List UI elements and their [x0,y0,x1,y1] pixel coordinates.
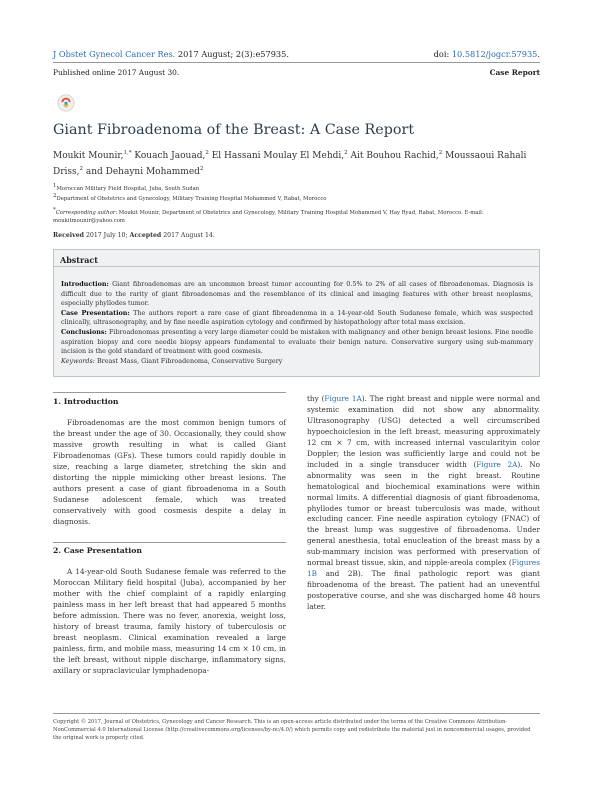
doi [434,49,540,59]
figure-2a-link[interactable]: Figure 2A [476,459,518,469]
case-presentation-text: A 14-year-old South Sudanese female was referred to the Moroccan Military field hospital (Juba), accompanied by her mother with the chief complaint of a rapidly enlarging painless mass in her left breast that had appeared 5 months before admission. There was no fever, anorexia, weight loss, history of breast trauma, family history of tuberculosis or breast neoplasm. Clinical examination revealed a large painless, firm, and mobile mass, measuring 14 cm × 10 cm, in the left breast, without nipple discharge, inflammatory signs, axillary or supraclavicular lymphadenopa- [53,567,286,675]
abstract-conclusions: Conclusions: Fibroadenomas presenting a very large diameter could be mistaken with malignancy and other benign breast lesions. Fine needle aspiration biopsy and core needle biopsy appears fundamental to evaluate their benign nature. Conservative surgery using sub-mammary incision is the gold standard of treatment with good cosmesis. [61,327,533,356]
abstract-divider [53,266,540,267]
section-divider [53,392,286,393]
case-presentation-heading: 2. Case Presentation [53,546,142,555]
crossmark-logo-icon[interactable] [57,94,75,112]
doi-link[interactable]: 10.5812/jogcr.57935 [451,49,538,59]
author-affiliation-marker: 2 [199,166,204,172]
author-name: Ait Bouhou Rachid, [347,151,439,161]
header-divider [53,62,540,63]
author-name: and Dehayni Mohammed [83,167,200,177]
introduction-heading: 1. Introduction [53,397,119,406]
doi-label: doi: [433,49,452,59]
journal-citation [53,49,289,59]
article-title: Giant Fibroadenoma of the Breast: A Case Report [53,122,415,138]
published-date: Published online 2017 August 30. [53,68,180,77]
copyright-notice: Copyright © 2017, Journal of Obstetrics, Gynecology and Cancer Research. This is an open-access article distributed under the terms of the Creative Commons Attribution-NonCommercial 4.0 International License (http://creativecommons.org/licenses/by-nc/4.0/) which permits copy and redistribute the material just in noncommercial usages, provided the original work is properly cited. [53,719,531,741]
figure-1a-link[interactable]: Figure 1A [324,394,362,403]
abstract-body [61,280,533,357]
author-name: Kouach Jaouad, [131,151,206,161]
author-affiliation-marker: 2 [438,150,443,156]
author-list [53,148,540,180]
author-affiliation-marker: 1,* [123,150,132,156]
section-divider [53,542,286,543]
footer-divider [53,713,540,714]
citation-text: 2017 August; 2(3):e57935. [175,49,289,59]
affiliation-2: $^2$Department of Obstetrics and Gynecology, Military Training Hospital Mohammed V, Rabat, Morocco [53,193,327,202]
content-type-label: Case Report [489,68,540,77]
article-dates: Received 2017 July 10; Accepted 2017 August 14. [53,232,215,239]
journal-name-link[interactable]: J Obstet Gynecol Cancer Res. [53,49,176,59]
figure-1b-link[interactable]: Figures 1B [307,558,540,579]
affiliation-1: $^1$Moroccan Military Field Hospital, Juba, South Sudan [53,183,200,192]
author-name: Moukit Mounir, [53,151,124,161]
keywords: Keywords: Breast Mass, Giant Fibroadenoma, Conservative Surgery [61,357,283,365]
abstract-introduction: Introduction: Giant fibroadenomas are an uncommon breast tumor accounting for 0.5% to 2% of all cases of fibroadenomas. Diagnosis is difficult due to the rarity of giant fibroadenomas and the resemblance of its clinical and imaging features with other breast neoplasms, especially phyllodes tumor. [61,280,533,308]
author-affiliation-marker: 2 [79,166,83,172]
abstract-case-presentation: Case Presentation: The authors report a rare case of giant fibroadenoma in a 14-year-old South Sudanese female, which was suspected clinically, ultrasonography, and by fine needle aspiration cytology and confirmed by histopathology after total mass excision. [61,308,534,327]
author-affiliation-marker: 2 [344,150,348,156]
introduction-text: Fibroadenomas are the most common benign tumors of the breast under the age of 30. Occasionally, they could show massive growth resulting in what is called Giant Fibroadenomas (GFs). These tumors could rapidly double in size, reaching a large diameter, stretching the skin and distorting the nipple mimicking other breast lesions. The authors present a case of giant fibroadenoma in a South Sudanese adolescent female, which was treated conservatively with good cosmesis despite a delay in diagnosis. [53,418,286,526]
author-affiliation-marker: 2 [205,150,209,156]
abstract-heading: Abstract [60,255,98,265]
corresponding-author: *Corresponding author: Moukit Mounir, Department of Obstetrics and Gynecology, Military Training Hospital Mohammed V, Hay Ryad, Rabat, Morocco. E-mail: moukitmounir@yahoo.com [53,207,484,224]
doi-suffix: . [537,49,540,59]
author-name: El Hassani Moulay El Mehdi, [208,151,345,161]
case-presentation-continued: thy (Figure 1A). The right breast and nipple were normal and systemic examination did not show any abnormality. Ultrasonography (USG) detected a well circumscribed hypoechoiclesion in the left breast, measuring approximately 12 cm × 7 cm, with increased internal vascularityin color Doppler; the lesion was sufficiently large and could not be included in a single transducer width (Figure 2A). No abnormality was seen in the right breast. Routine hematological and biochemical examinations were within normal limits. A differential diagnosis of giant fibroadenoma, phyllodes tumor or breast tuberculosis was made, without excluding cancer. Fine needle aspiration cytology (FNAC) of the breast lump was suggestive of fibroadenoma. Under general anesthesia, total enucleation of the breast mass by a sub-mammary incision was performed with preservation of normal breast tissue, skin, and nipple-areola complex (Figures 1B and 2B). The final pathologic report was giant fibroadenoma of the breast. The patient had an uneventful postoperative course, and she was discharged home 48 hours later. [307,394,540,612]
author-name: Moussaoui Rahali Driss, [53,151,527,177]
